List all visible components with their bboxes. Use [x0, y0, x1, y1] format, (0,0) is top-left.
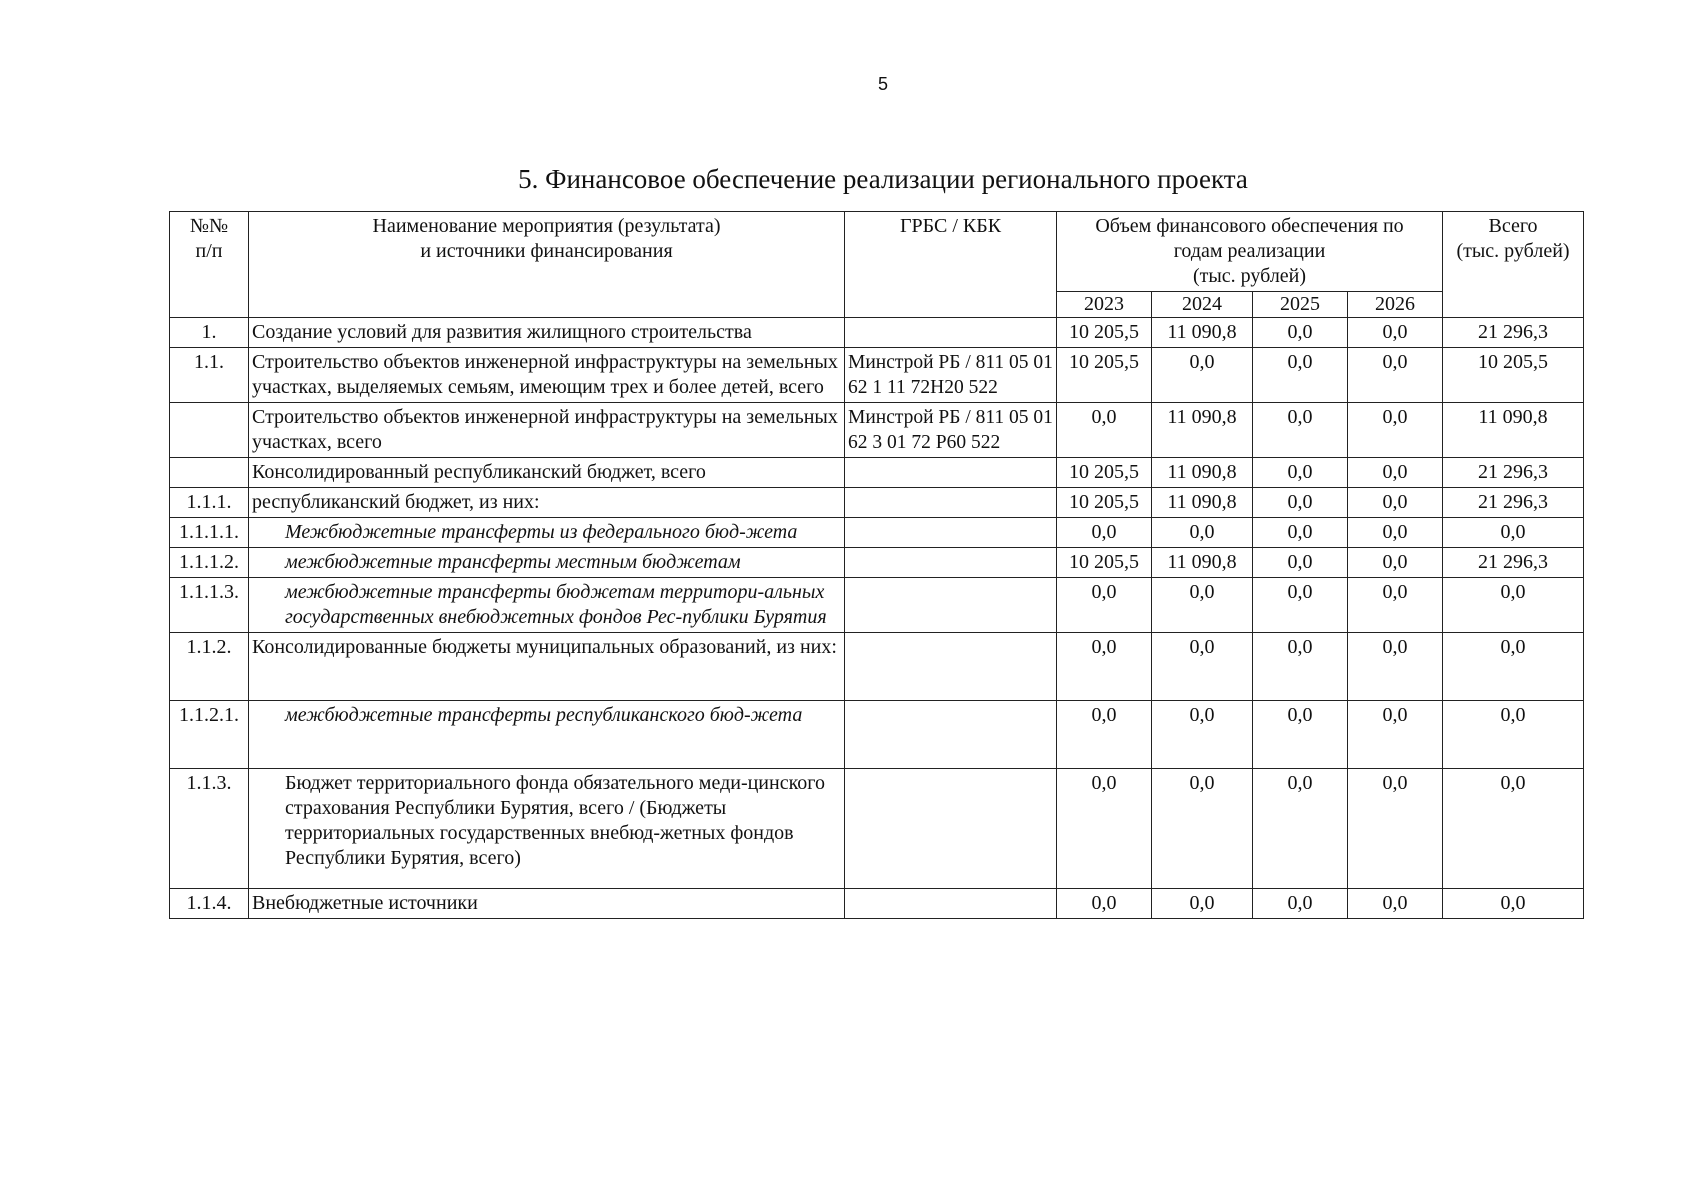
row-total: 0,0	[1443, 518, 1584, 548]
page-number: 5	[877, 74, 888, 94]
table-row	[170, 769, 1584, 889]
row-total: 21 296,3	[1443, 458, 1584, 488]
row-grbs-kbk	[845, 518, 1057, 548]
row-value-2025: 0,0	[1253, 348, 1348, 403]
row-value-2026: 0,0	[1348, 488, 1443, 518]
row-number: 1.1.1.1.	[170, 518, 249, 548]
row-total: 21 296,3	[1443, 548, 1584, 578]
table-row	[170, 488, 1584, 518]
header-grbs-text: ГРБС / КБК	[899, 215, 1002, 237]
row-value-2025: 0,0	[1253, 518, 1348, 548]
row-name: Строительство объектов инженерной инфраструктуры на земельных участках, выделяемых семьям, имеющим трех и более детей, всего	[249, 348, 845, 403]
row-value-2025: 0,0	[1253, 578, 1348, 633]
row-value-2023: 10 205,5	[1057, 548, 1152, 578]
header-name	[249, 212, 845, 318]
row-value-2025: 0,0	[1253, 488, 1348, 518]
row-number: 1.1.2.1.	[170, 701, 249, 769]
row-name: Создание условий для развития жилищного строительства	[249, 318, 845, 348]
row-value-2025: 0,0	[1253, 769, 1348, 889]
row-number	[170, 403, 249, 458]
row-number: 1.1.1.3.	[170, 578, 249, 633]
row-name: Бюджет территориального фонда обязательного меди-цинского страхования Республики Бурятия, всего / (Бюджеты территориальных государственных внебюд-жетных фондов Республики Бурятия, всего)	[249, 769, 845, 889]
row-value-2025: 0,0	[1253, 318, 1348, 348]
table-row	[170, 518, 1584, 548]
row-value-2024: 0,0	[1152, 633, 1253, 701]
row-grbs-kbk	[845, 458, 1057, 488]
header-num-text: №№ п/п	[189, 215, 229, 262]
row-number: 1.	[170, 318, 249, 348]
table-row	[170, 348, 1584, 403]
row-value-2026: 0,0	[1348, 889, 1443, 919]
row-value-2023: 10 205,5	[1057, 488, 1152, 518]
row-name: Межбюджетные трансферты из федерального бюд-жета	[249, 518, 845, 548]
row-value-2025: 0,0	[1253, 633, 1348, 701]
row-value-2024: 11 090,8	[1152, 488, 1253, 518]
row-number: 1.1.2.	[170, 633, 249, 701]
row-value-2023: 10 205,5	[1057, 458, 1152, 488]
row-name: Консолидированный республиканский бюджет, всего	[249, 458, 845, 488]
row-grbs-kbk: Минстрой РБ / 811 05 01 62 3 01 72 Р60 522	[845, 403, 1057, 458]
row-total: 21 296,3	[1443, 488, 1584, 518]
row-value-2026: 0,0	[1348, 548, 1443, 578]
row-total: 0,0	[1443, 769, 1584, 889]
row-value-2023: 0,0	[1057, 578, 1152, 633]
row-grbs-kbk	[845, 488, 1057, 518]
row-total: 0,0	[1443, 701, 1584, 769]
row-total: 21 296,3	[1443, 318, 1584, 348]
row-grbs-kbk	[845, 633, 1057, 701]
row-value-2023: 10 205,5	[1057, 318, 1152, 348]
row-value-2023: 0,0	[1057, 518, 1152, 548]
row-name: межбюджетные трансферты республиканского бюд-жета	[249, 701, 845, 769]
row-value-2023: 0,0	[1057, 769, 1152, 889]
header-year: 2025	[1253, 292, 1348, 318]
row-value-2025: 0,0	[1253, 701, 1348, 769]
row-value-2024: 0,0	[1152, 578, 1253, 633]
table-row	[170, 578, 1584, 633]
financing-table	[169, 211, 1584, 919]
row-value-2026: 0,0	[1348, 633, 1443, 701]
row-value-2025: 0,0	[1253, 548, 1348, 578]
row-value-2023: 0,0	[1057, 403, 1152, 458]
row-total: 11 090,8	[1443, 403, 1584, 458]
row-value-2024: 0,0	[1152, 701, 1253, 769]
row-value-2026: 0,0	[1348, 769, 1443, 889]
row-value-2024: 0,0	[1152, 769, 1253, 889]
table-row	[170, 458, 1584, 488]
table-row	[170, 633, 1584, 701]
header-volume	[1057, 212, 1443, 292]
page-title: 5. Финансовое обеспечение реализации регионального проекта	[518, 164, 1248, 194]
table-header	[170, 212, 1584, 318]
row-value-2024: 11 090,8	[1152, 548, 1253, 578]
header-num	[170, 212, 249, 318]
row-grbs-kbk	[845, 548, 1057, 578]
row-name: Строительство объектов инженерной инфраструктуры на земельных участках, всего	[249, 403, 845, 458]
row-value-2024: 0,0	[1152, 518, 1253, 548]
row-name: Внебюджетные источники	[249, 889, 845, 919]
row-value-2026: 0,0	[1348, 348, 1443, 403]
row-value-2026: 0,0	[1348, 578, 1443, 633]
row-value-2026: 0,0	[1348, 458, 1443, 488]
row-total: 0,0	[1443, 633, 1584, 701]
header-year: 2024	[1152, 292, 1253, 318]
row-value-2024: 11 090,8	[1152, 458, 1253, 488]
table-row	[170, 548, 1584, 578]
row-number	[170, 458, 249, 488]
row-name: межбюджетные трансферты местным бюджетам	[249, 548, 845, 578]
row-value-2026: 0,0	[1348, 403, 1443, 458]
row-value-2024: 11 090,8	[1152, 318, 1253, 348]
table-row	[170, 889, 1584, 919]
row-number: 1.1.1.2.	[170, 548, 249, 578]
header-year: 2026	[1348, 292, 1443, 318]
table-row	[170, 318, 1584, 348]
header-total	[1443, 212, 1584, 318]
table-row	[170, 403, 1584, 458]
row-value-2026: 0,0	[1348, 701, 1443, 769]
row-grbs-kbk	[845, 578, 1057, 633]
row-total: 0,0	[1443, 578, 1584, 633]
header-grbs	[845, 212, 1057, 318]
row-name: республиканский бюджет, из них:	[249, 488, 845, 518]
row-value-2023: 0,0	[1057, 889, 1152, 919]
row-grbs-kbk	[845, 701, 1057, 769]
table-body	[170, 318, 1584, 919]
row-value-2024: 0,0	[1152, 348, 1253, 403]
row-value-2026: 0,0	[1348, 318, 1443, 348]
row-grbs-kbk	[845, 318, 1057, 348]
row-value-2026: 0,0	[1348, 518, 1443, 548]
row-name: Консолидированные бюджеты муниципальных образований, из них:	[249, 633, 845, 701]
row-value-2023: 0,0	[1057, 633, 1152, 701]
row-grbs-kbk: Минстрой РБ / 811 05 01 62 1 11 72Н20 522	[845, 348, 1057, 403]
row-value-2025: 0,0	[1253, 889, 1348, 919]
row-number: 1.1.	[170, 348, 249, 403]
header-volume-text: Объем финансового обеспечения по годам реализации (тыс. рублей)	[1095, 215, 1404, 287]
header-total-text: Всего (тыс. рублей)	[1456, 215, 1570, 262]
row-number: 1.1.1.	[170, 488, 249, 518]
row-value-2025: 0,0	[1253, 458, 1348, 488]
row-value-2024: 0,0	[1152, 889, 1253, 919]
row-total: 10 205,5	[1443, 348, 1584, 403]
row-grbs-kbk	[845, 769, 1057, 889]
row-value-2024: 11 090,8	[1152, 403, 1253, 458]
row-number: 1.1.4.	[170, 889, 249, 919]
row-total: 0,0	[1443, 889, 1584, 919]
row-value-2023: 10 205,5	[1057, 348, 1152, 403]
table-row	[170, 701, 1584, 769]
row-name: межбюджетные трансферты бюджетам территори-альных государственных внебюджетных фондов Рес-публики Бурятия	[249, 578, 845, 633]
row-number: 1.1.3.	[170, 769, 249, 889]
header-year: 2023	[1057, 292, 1152, 318]
header-name-text: Наименование мероприятия (результата) и источники финансирования	[372, 215, 721, 262]
row-grbs-kbk	[845, 889, 1057, 919]
row-value-2025: 0,0	[1253, 403, 1348, 458]
row-value-2023: 0,0	[1057, 701, 1152, 769]
